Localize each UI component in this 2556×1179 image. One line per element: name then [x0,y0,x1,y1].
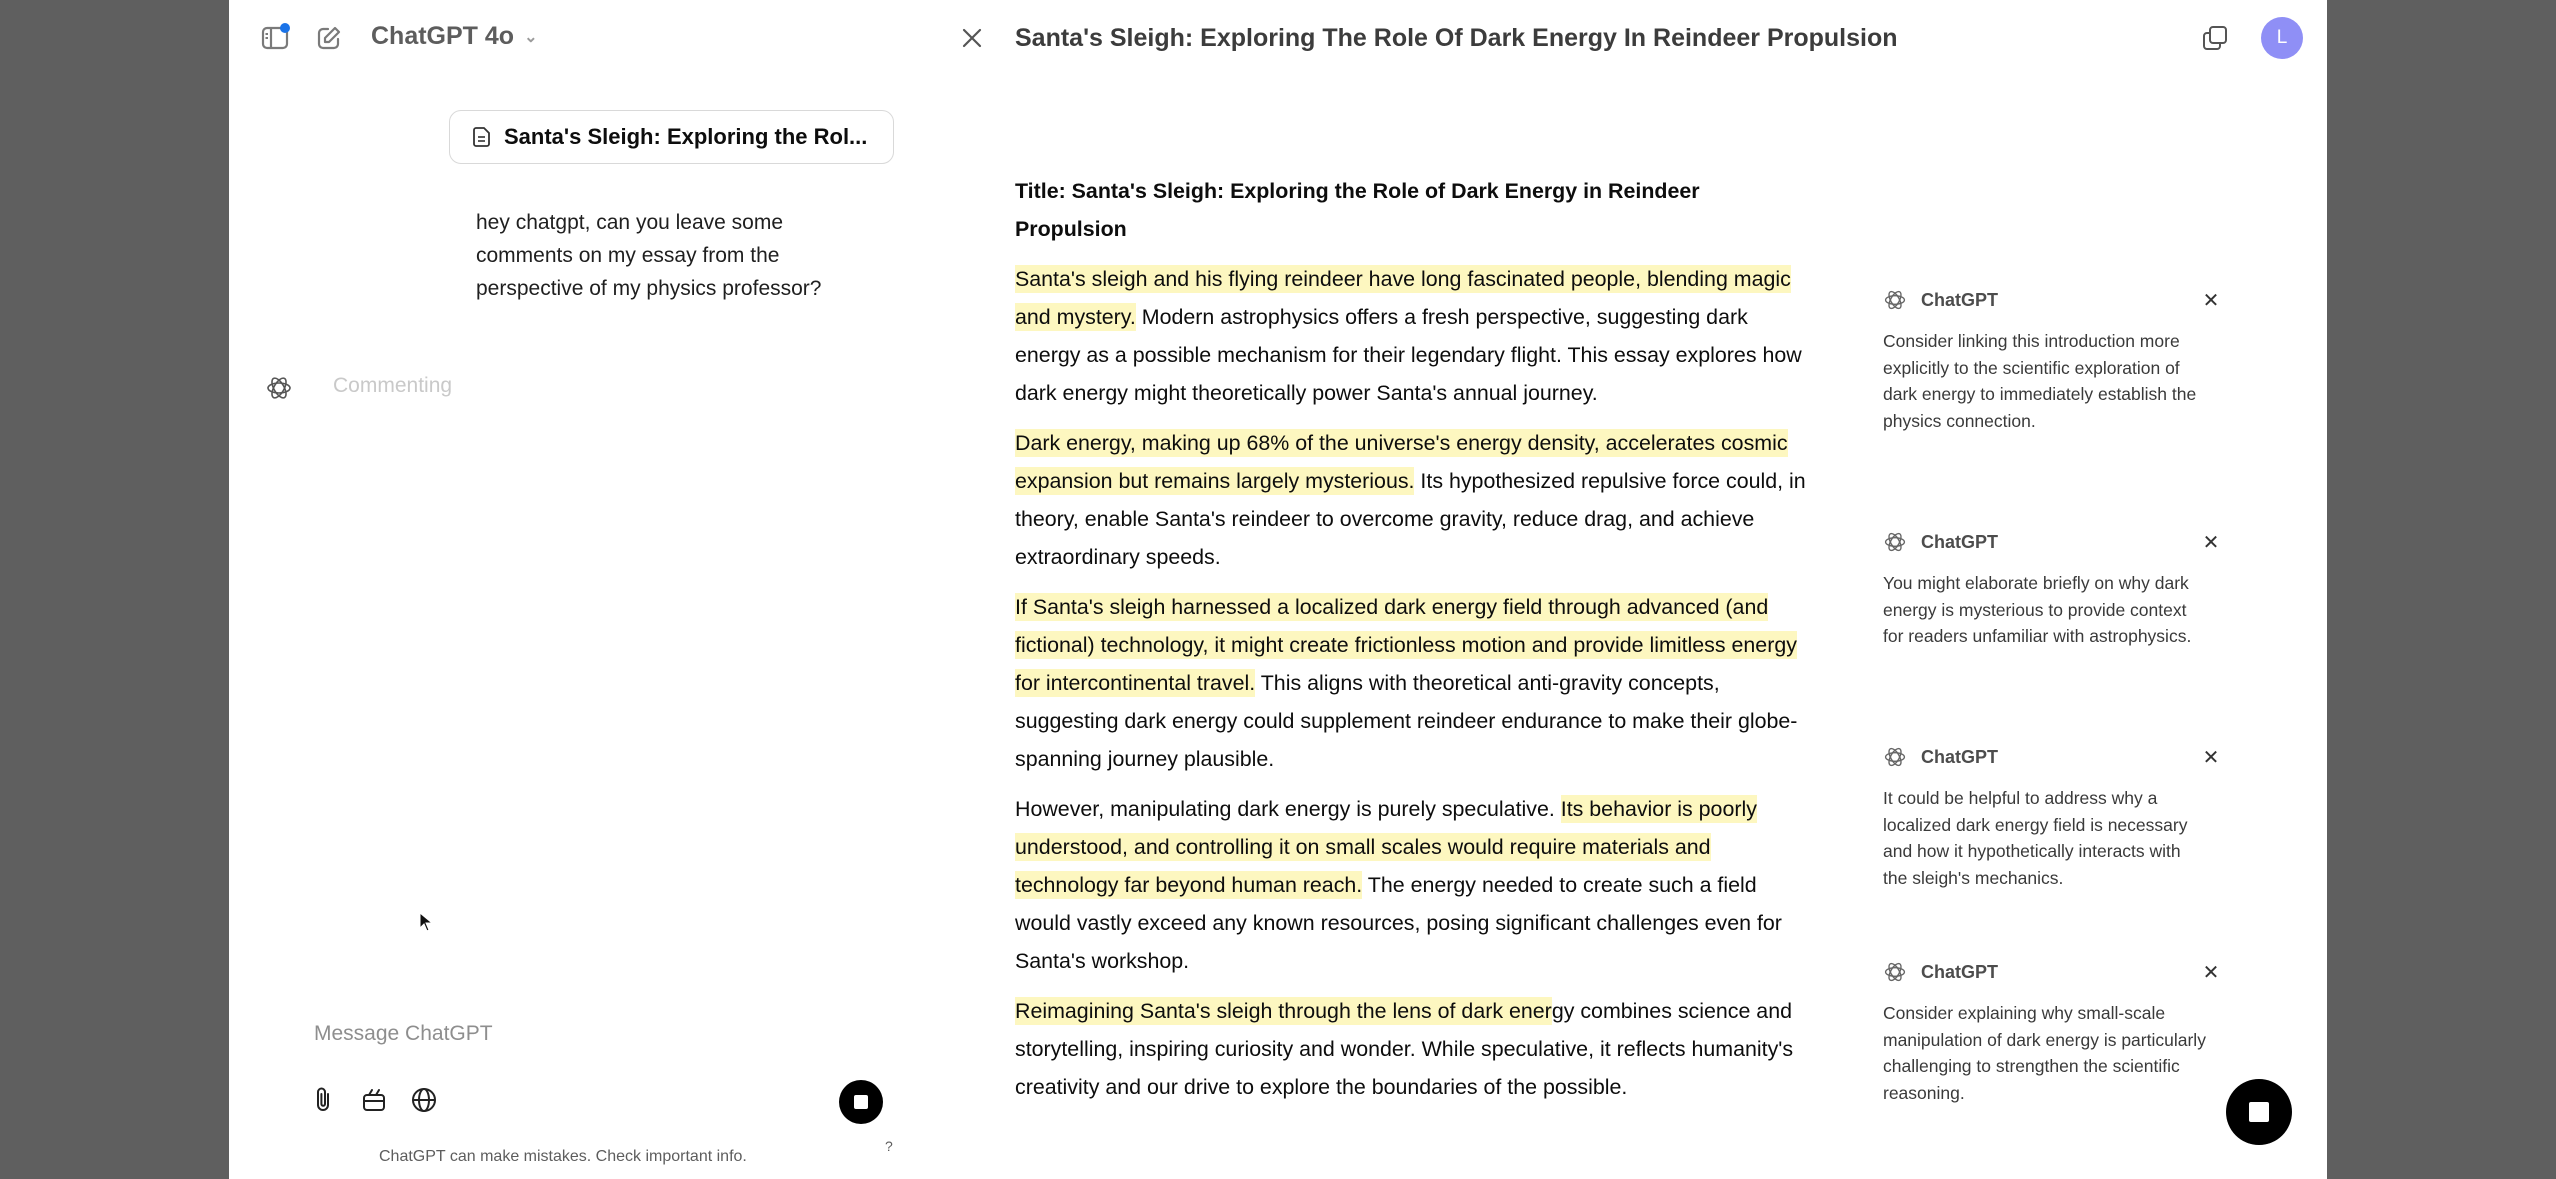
app-window [229,0,2327,1179]
highlighted-passage[interactable]: If Santa's sleigh harnessed a localized dark energy field through advanced (and fictional) technology, it might create frictionless motion and provide limitless energy for intercontinental travel. [1015,595,1797,695]
essay-paragraph [1015,790,1815,980]
document-icon [472,126,492,148]
highlighted-passage[interactable]: Santa's sleigh and his flying reindeer have long fascinated people, blending magic and mystery. [1015,267,1791,329]
dismiss-comment-button[interactable]: ✕ [2202,289,2220,312]
comment-author: ChatGPT [1921,289,1999,310]
dismiss-comment-button[interactable]: ✕ [2202,531,2220,554]
document-title: Santa's Sleigh: Exploring The Role Of Dark Energy In Reindeer Propulsion [1015,24,1898,52]
tools-button[interactable] [356,1082,392,1118]
essay-title: Title: Santa's Sleigh: Exploring the Role of Dark Energy in Reindeer Propulsion [1015,179,1700,241]
paragraph-text: This aligns with theoretical anti-gravity concepts, suggesting dark energy could supplement reindeer endurance to make their globe-spanning journey plausible. [1015,671,1798,771]
comment-header [1883,743,2223,771]
globe-icon [410,1086,438,1114]
model-selector[interactable] [371,22,537,51]
openai-logo-icon [1883,745,1907,769]
new-chat-button[interactable] [311,20,347,56]
user-avatar[interactable]: L [2261,17,2303,59]
sidebar-toggle-button[interactable] [257,20,293,56]
comment-header [1883,528,2223,556]
comment-header [1883,958,2223,986]
paragraph-text: The energy needed to create such a field would vastly exceed any known resources, posing significant challenges even for Santa's workshop. [1015,873,1782,973]
copy-button[interactable] [2197,20,2233,56]
comment-card[interactable] [1883,958,2223,1106]
paragraph-text: gy combines science and storytelling, inspiring curiosity and wonder. While speculative, it reflects humanity's creativity and our drive to explore the boundaries of the possible. [1015,999,1794,1099]
openai-logo-icon [1883,288,1907,312]
message-input[interactable] [314,1022,814,1046]
essay-paragraph [1015,260,1815,412]
comment-card[interactable] [1883,528,2223,650]
essay-document [1015,172,1815,1118]
comment-card[interactable] [1883,743,2223,891]
comment-header [1883,286,2223,314]
highlighted-passage[interactable]: Its behavior is poorly understood, and controlling it on small scales would require materials and technology far beyond human reach. [1015,797,1757,897]
paragraph-text: Modern astrophysics offers a fresh perspective, suggesting dark energy as a possible mechanism for their legendary flight. This essay explores how dark energy might theoretically power Santa's annual journey. [1015,305,1802,405]
openai-logo-icon [1883,530,1907,554]
comment-author: ChatGPT [1921,746,1999,767]
comment-text: Consider linking this introduction more explicitly to the scientific exploration of dark energy to immediately establish the physics connection. [1883,331,2197,431]
comment-text: You might elaborate briefly on why dark energy is mysterious to provide context for readers unfamiliar with astrophysics. [1883,573,2192,646]
openai-logo-icon [1883,960,1907,984]
document-chip-label: Santa's Sleigh: Exploring the Rol... [504,124,868,149]
essay-paragraph [1015,992,1815,1106]
stop-icon [2249,1102,2269,1122]
dismiss-comment-button[interactable]: ✕ [2202,746,2220,769]
essay-paragraph [1015,588,1815,778]
new-chat-icon [315,24,343,52]
mouse-cursor-icon [419,912,433,932]
openai-logo-icon [265,374,293,402]
essay-paragraph [1015,424,1815,576]
paragraph-text: However, manipulating dark energy is purely speculative. [1015,797,1561,821]
paperclip-icon [311,1086,337,1114]
web-search-button[interactable] [406,1082,442,1118]
attach-button[interactable] [306,1082,342,1118]
paragraph-text: Its hypothesized repulsive force could, in theory, enable Santa's reindeer to overcome gravity, reduce drag, and achieve extraordinary speeds. [1015,469,1806,569]
comment-text: Consider explaining why small-scale manipulation of dark energy is particularly challenging to strengthen the scientific reasoning. [1883,1003,2206,1103]
stop-icon [854,1095,868,1109]
disclaimer-text: ChatGPT can make mistakes. Check important info. [379,1148,747,1165]
copy-icon [2201,24,2229,52]
commenting-status: Commenting [333,374,453,397]
help-button[interactable]: ? [885,1138,893,1154]
comment-text: It could be helpful to address why a localized dark energy field is necessary and how it hypothetically interacts with the sleigh's mechanics. [1883,788,2188,888]
model-name-label: ChatGPT 4o [371,22,515,50]
close-document-button[interactable] [954,20,990,56]
tools-icon [360,1086,388,1114]
comment-author: ChatGPT [1921,961,1999,982]
highlighted-passage[interactable]: Dark energy, making up 68% of the universe's energy density, accelerates cosmic expansion but remains largely mysterious. [1015,431,1788,493]
comment-card[interactable] [1883,286,2223,434]
document-chip[interactable] [449,110,894,164]
user-message: hey chatgpt, can you leave some comments on my essay from the perspective of my physics professor? [476,211,822,300]
stop-generating-button[interactable] [839,1080,883,1124]
sidebar-toggle-icon [260,23,290,53]
dismiss-comment-button[interactable]: ✕ [2202,961,2220,984]
highlighted-passage[interactable]: Reimagining Santa's sleigh through the lens of dark ener [1015,999,1552,1023]
comment-author: ChatGPT [1921,531,1999,552]
chevron-down-icon: ⌄ [524,28,538,46]
close-icon [961,27,983,49]
stop-button[interactable] [2226,1079,2292,1145]
